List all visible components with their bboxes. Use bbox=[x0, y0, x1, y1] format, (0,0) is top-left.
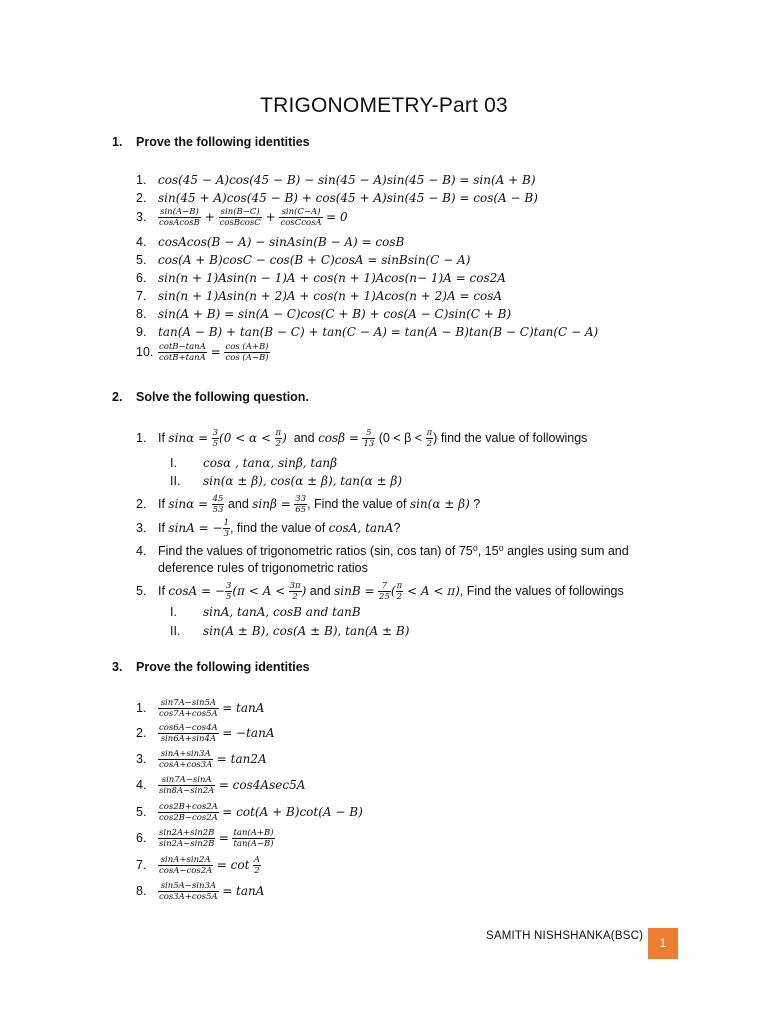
fraction bbox=[158, 723, 219, 744]
identity: sin(A + B) = sin(A − C)cos(C + B) + cos(A − C)sin(C + B) bbox=[158, 307, 512, 321]
math-expression: ) bbox=[301, 583, 307, 598]
item-number: 3. bbox=[136, 751, 147, 766]
s3-item-5 bbox=[136, 802, 363, 823]
fraction bbox=[158, 342, 207, 363]
question-text: ? bbox=[469, 496, 481, 511]
math-expression: < A < π) bbox=[403, 583, 460, 598]
question-text: (0 < β < bbox=[375, 430, 423, 445]
fraction-denominator: 2 bbox=[254, 866, 260, 876]
s1-item-5 bbox=[136, 253, 470, 267]
fraction-numerator: 3 bbox=[225, 581, 232, 591]
question-text: and bbox=[286, 430, 319, 445]
question-text: , find the value of bbox=[229, 520, 329, 535]
sub-number: I. bbox=[170, 456, 177, 470]
section-2-heading bbox=[112, 390, 309, 404]
identity: cosAcos(B − A) − sinAsin(B − A) = cosB bbox=[158, 235, 405, 249]
identity: tan(A − B) + tan(B − C) + tan(C − A) = tan(A − B)tan(B − C)tan(C − A) bbox=[158, 325, 599, 339]
fraction-numerator: sin2A+sin2B bbox=[159, 828, 215, 838]
identity-rhs: = cot(A + B)cot(A − B) bbox=[222, 804, 363, 819]
item-number: 1. bbox=[136, 700, 147, 715]
fraction-denominator: cos (A−B) bbox=[225, 353, 269, 363]
s3-item-7 bbox=[136, 855, 261, 876]
item-number: 3. bbox=[136, 209, 147, 224]
item-number: 10. bbox=[136, 344, 154, 359]
s3-item-8 bbox=[136, 881, 264, 902]
question-text: , Find the value of bbox=[307, 496, 410, 511]
identity-rhs: = bbox=[218, 830, 229, 845]
fraction-numerator: 45 bbox=[212, 494, 224, 504]
item-number: 5. bbox=[136, 583, 147, 598]
item-number: 5. bbox=[136, 253, 147, 267]
fraction-numerator: π bbox=[426, 428, 433, 438]
fraction-denominator: 53 bbox=[212, 505, 224, 515]
fraction bbox=[362, 428, 375, 449]
math-expression: ) bbox=[282, 430, 287, 445]
fraction-denominator: sin8A−sin2A bbox=[159, 786, 215, 796]
section-title: Prove the following identities bbox=[136, 135, 310, 149]
s1-item-6 bbox=[136, 271, 506, 285]
s2-question-4-continued: deference rules of trigonometric ratios bbox=[158, 561, 368, 575]
math-expression: cosA = − bbox=[168, 583, 225, 598]
identity-rhs: = cot bbox=[216, 857, 250, 872]
s2-question-4 bbox=[136, 543, 629, 558]
fraction-numerator: 5 bbox=[362, 428, 375, 439]
fraction bbox=[158, 775, 215, 796]
fraction-denominator: 25 bbox=[379, 592, 390, 602]
question-text: ? bbox=[393, 520, 401, 535]
s1-item-7 bbox=[136, 289, 502, 303]
fraction bbox=[224, 342, 269, 363]
item-number: 4. bbox=[136, 777, 147, 792]
s1-item-2 bbox=[136, 191, 538, 205]
fraction bbox=[219, 207, 262, 228]
question-text: , Find the values of followings bbox=[459, 583, 624, 598]
fraction-denominator: 65 bbox=[295, 505, 307, 515]
identity: sin(45 + A)cos(45 − B) + cos(45 + A)sin(45 − B) = cos(A − B) bbox=[158, 191, 538, 205]
item-number: 2. bbox=[136, 725, 147, 740]
item-number: 2. bbox=[136, 496, 147, 511]
item-number: 4. bbox=[136, 544, 147, 558]
sub-number: I. bbox=[170, 605, 177, 619]
question-text: ) bbox=[433, 430, 438, 445]
fraction-denominator: 3 bbox=[223, 529, 229, 539]
fraction bbox=[279, 207, 322, 228]
item-number: 2. bbox=[136, 191, 147, 205]
fraction-numerator: cos6A−cos4A bbox=[159, 723, 218, 733]
fraction bbox=[232, 828, 274, 849]
fraction bbox=[158, 749, 213, 770]
fraction-denominator: sin6A+sin4A bbox=[160, 734, 217, 744]
sub-number: II. bbox=[170, 474, 181, 488]
fraction-denominator: cosA−cos2A bbox=[159, 866, 213, 876]
question-text: find the value of followings bbox=[437, 430, 588, 445]
s2-question-3 bbox=[136, 518, 400, 539]
fraction-numerator: 3π bbox=[289, 581, 301, 591]
section-number: 3. bbox=[112, 660, 123, 674]
math-expression: (π < A < bbox=[232, 583, 286, 598]
fraction-numerator: π bbox=[275, 428, 282, 438]
question-text: Find the values of trigonometric ratios (sin, cos tan) of 75⁰, 15⁰ angles using sum and bbox=[158, 544, 629, 558]
s3-item-3 bbox=[136, 749, 267, 770]
fraction-denominator: sin2A−sin2B bbox=[159, 839, 215, 849]
item-number: 4. bbox=[136, 235, 147, 249]
fraction-denominator: 2 bbox=[426, 439, 433, 449]
identity-rhs: = 0 bbox=[326, 209, 348, 224]
math-expression: ( bbox=[390, 583, 396, 598]
s2-question-5 bbox=[136, 581, 624, 602]
s2-question-1 bbox=[136, 428, 587, 449]
fraction bbox=[275, 428, 283, 449]
fraction-numerator: 33 bbox=[295, 494, 307, 504]
fraction-denominator: cosCcosA bbox=[280, 218, 322, 228]
fraction-numerator: 7 bbox=[378, 581, 391, 592]
s1-item-4 bbox=[136, 235, 404, 249]
fraction-denominator: cosBcosC bbox=[219, 218, 261, 228]
identity: sin(n + 1)Asin(n − 1)A + cos(n + 1)Acos(n− 1)A = cos2A bbox=[158, 271, 506, 285]
s1-item-8 bbox=[136, 307, 511, 321]
section-title: Prove the following identities bbox=[136, 660, 310, 674]
fraction-denominator: 5 bbox=[225, 592, 232, 602]
fraction bbox=[253, 855, 261, 876]
fraction-numerator: sin(C−A) bbox=[279, 207, 322, 218]
item-number: 8. bbox=[136, 307, 147, 321]
fraction-numerator: cos2B+cos2A bbox=[159, 802, 218, 812]
s2-q5-sub-1 bbox=[170, 605, 361, 619]
identity-rhs: = tan2A bbox=[216, 751, 267, 766]
fraction-denominator: tan(A−B) bbox=[233, 839, 274, 849]
item-number: 6. bbox=[136, 830, 147, 845]
fraction bbox=[378, 581, 391, 602]
item-number: 9. bbox=[136, 325, 147, 339]
math-expression: sinA = − bbox=[168, 520, 223, 535]
fraction-numerator: sin7A−sin5A bbox=[158, 698, 219, 709]
fraction-denominator: cosA+cos3A bbox=[159, 760, 213, 770]
item-number: 6. bbox=[136, 271, 147, 285]
item-number: 8. bbox=[136, 883, 147, 898]
question-text: If bbox=[158, 520, 169, 535]
fraction-denominator: 2 bbox=[275, 439, 281, 449]
fraction-denominator: 13 bbox=[363, 439, 375, 449]
math-expression: cosA, tanA bbox=[328, 520, 394, 535]
s1-item-9 bbox=[136, 325, 598, 339]
s3-item-1 bbox=[136, 698, 264, 719]
math-expression: sin(α ± β), cos(α ± β), tan(α ± β) bbox=[203, 474, 403, 488]
fraction-numerator: tan(A+B) bbox=[233, 828, 274, 838]
fraction-numerator: sin5A−sin3A bbox=[158, 881, 219, 892]
section-3-heading bbox=[112, 660, 310, 674]
fraction-denominator: cos7A+cos5A bbox=[159, 709, 218, 719]
question-text: If bbox=[158, 583, 169, 598]
fraction bbox=[158, 802, 219, 823]
fraction bbox=[212, 494, 225, 515]
s3-item-2 bbox=[136, 723, 274, 744]
s2-q1-sub-2 bbox=[170, 474, 402, 488]
item-number: 5. bbox=[136, 804, 147, 819]
question-text: If bbox=[158, 430, 169, 445]
fraction bbox=[158, 207, 201, 228]
math-expression: sin(A ± B), cos(A ± B), tan(A ± B) bbox=[203, 624, 410, 638]
s2-q1-sub-1 bbox=[170, 456, 337, 470]
s1-item-10: 10. $\frac{\cot B-\tan A}{\cot B+\tan A}$ = $\frac{\cos (A+B)}{\cos (A-B)}$ bbox=[136, 342, 269, 363]
fraction-numerator: sinA+sin2A bbox=[158, 855, 213, 866]
section-1-heading bbox=[112, 135, 310, 149]
fraction-denominator: cos3A+cos5A bbox=[159, 892, 218, 902]
fraction-numerator: sinA+sin3A bbox=[158, 749, 213, 760]
fraction bbox=[158, 881, 219, 902]
fraction bbox=[289, 581, 302, 602]
math-expression: sin(α ± β) bbox=[409, 496, 470, 511]
identity-rhs: = tanA bbox=[222, 700, 265, 715]
fraction-numerator: A bbox=[253, 855, 261, 865]
fraction bbox=[294, 494, 307, 515]
fraction-numerator: cotB−tanA bbox=[159, 342, 206, 352]
s1-item-1 bbox=[136, 173, 536, 187]
s1-item-3: 3. $\frac{\sin(A-B)}{\text{cosAcosB}}$ + $\frac{\sin(B-C)}{\text{cosBcosC}}$ + $\frac{\sin(C-A)}{\text{cosCcosA}}$ = 0 bbox=[136, 207, 348, 228]
fraction-numerator: cos (A+B) bbox=[225, 342, 269, 352]
fraction-numerator: π bbox=[396, 581, 403, 591]
fraction bbox=[212, 428, 219, 449]
identity: cos(45 − A)cos(45 − B) − sin(45 − A)sin(45 − B) = sin(A + B) bbox=[158, 173, 536, 187]
question-text: If bbox=[158, 496, 169, 511]
fraction-denominator: 5 bbox=[212, 439, 219, 449]
math-expression: sinα = bbox=[168, 496, 209, 511]
math-expression: sinA, tanA, cosB and tanB bbox=[203, 605, 361, 619]
section-title: Solve the following question. bbox=[136, 390, 309, 404]
fraction-numerator: 1 bbox=[223, 518, 229, 528]
item-number: 7. bbox=[136, 857, 147, 872]
s3-item-4 bbox=[136, 775, 305, 796]
s2-question-2 bbox=[136, 494, 480, 515]
s2-q5-sub-2 bbox=[170, 624, 409, 638]
math-expression: sinB = bbox=[334, 583, 375, 598]
page-number-badge: 1 bbox=[648, 928, 678, 959]
math-expression: (0 < α < bbox=[219, 430, 272, 445]
identity-rhs: = −tanA bbox=[222, 725, 275, 740]
sub-number: II. bbox=[170, 624, 181, 638]
item-number: 3. bbox=[136, 520, 147, 535]
fraction-denominator: 2 bbox=[292, 592, 298, 602]
math-expression: cosα , tanα, sinβ, tanβ bbox=[203, 456, 338, 470]
fraction bbox=[158, 698, 219, 719]
fraction-denominator: 2 bbox=[396, 592, 403, 602]
question-text: and bbox=[306, 583, 335, 598]
identity: cos(A + B)cosC − cos(B + C)cosA = sinBsin(C − A) bbox=[158, 253, 471, 267]
item-number: 1. bbox=[136, 430, 147, 445]
footer-author: SAMITH NISHSHANKA(BSC) bbox=[486, 930, 644, 942]
fraction-numerator: sin(B−C) bbox=[219, 207, 262, 218]
fraction-numerator: sin7A−sinA bbox=[158, 775, 215, 786]
fraction-denominator: cotB+tanA bbox=[159, 353, 206, 363]
fraction-denominator: cosAcosB bbox=[159, 218, 200, 228]
page-title: TRIGONOMETRY-Part 03 bbox=[260, 94, 508, 117]
identity-rhs: = cos4Asec5A bbox=[218, 777, 306, 792]
fraction bbox=[223, 518, 230, 539]
identity-rhs: = tanA bbox=[222, 883, 265, 898]
fraction-denominator: cos2B−cos2A bbox=[159, 813, 218, 823]
section-number: 1. bbox=[112, 135, 123, 149]
fraction-numerator: sin(A−B) bbox=[158, 207, 201, 218]
math-expression: sinα = bbox=[168, 430, 209, 445]
math-expression: sinβ = bbox=[252, 496, 291, 511]
item-number: 7. bbox=[136, 289, 147, 303]
s3-item-6 bbox=[136, 828, 275, 849]
math-expression: cosβ = bbox=[318, 430, 359, 445]
section-number: 2. bbox=[112, 390, 123, 404]
fraction bbox=[158, 828, 215, 849]
item-number: 1. bbox=[136, 173, 147, 187]
identity: sin(n + 1)Asin(n + 2)A + cos(n + 1)Acos(n + 2)A = cosA bbox=[158, 289, 503, 303]
fraction-numerator: 3 bbox=[212, 428, 219, 438]
question-text: and bbox=[224, 496, 253, 511]
fraction bbox=[158, 855, 213, 876]
